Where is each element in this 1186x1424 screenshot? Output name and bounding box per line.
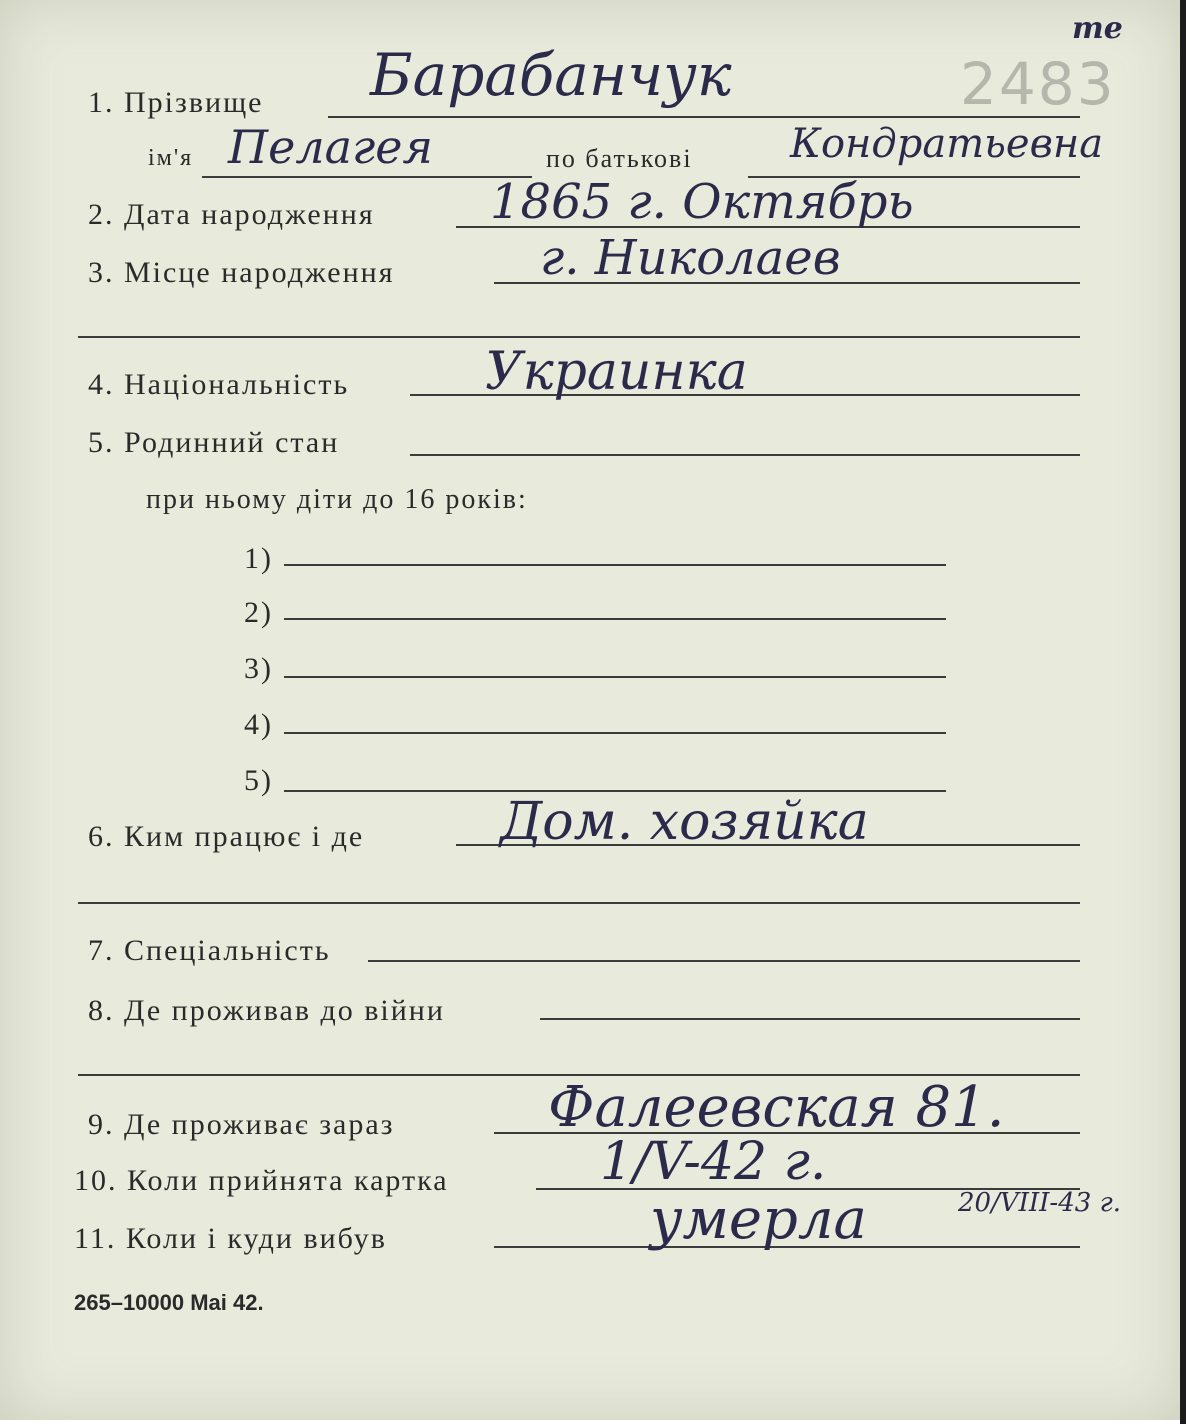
departed-date: 20/VIII-43 г. xyxy=(958,1188,1121,1218)
birth-place-value: г. Николаев xyxy=(540,230,841,286)
corner-mark: те xyxy=(1072,11,1123,46)
child-number: 4) xyxy=(244,708,273,741)
children-heading: при ньому діти до 16 років: xyxy=(146,484,528,515)
first-name-line xyxy=(202,176,532,178)
marital-status-line xyxy=(410,454,1080,456)
marital-status-label: 5. Родинний стан xyxy=(88,426,340,459)
birth-date-label: 2. Дата народження xyxy=(88,198,375,231)
first-name-label: ім'я xyxy=(148,145,194,171)
surname-value: Барабанчук xyxy=(370,41,732,109)
prewar-residence-line xyxy=(540,1018,1080,1020)
print-run-footer: 265–10000 Mai 42. xyxy=(74,1290,264,1315)
specialty-line xyxy=(368,960,1080,962)
birth-place-line-2 xyxy=(78,336,1080,338)
card-accepted-label: 10. Коли прийнята картка xyxy=(74,1164,449,1197)
child-number: 1) xyxy=(244,542,273,575)
departed-value: умерла xyxy=(650,1187,867,1252)
nationality-value: Украинка xyxy=(485,342,748,402)
nationality-label: 4. Національність xyxy=(88,368,350,401)
card-accepted-value: 1/V-42 г. xyxy=(600,1132,827,1192)
child-line xyxy=(284,676,946,678)
surname-label: 1. Прізвище xyxy=(88,86,264,119)
occupation-line-2 xyxy=(78,902,1080,904)
occupation-label: 6. Ким працює і де xyxy=(88,820,365,853)
departed-label: 11. Коли і куди вибув xyxy=(74,1222,387,1255)
child-line xyxy=(284,564,946,566)
child-number: 3) xyxy=(244,652,273,685)
surname-line xyxy=(328,116,1080,118)
child-line xyxy=(284,618,946,620)
birth-date-value: 1865 г. Октябрь xyxy=(490,174,914,230)
specialty-label: 7. Спеціальність xyxy=(88,934,331,967)
patronymic-label: по батькові xyxy=(546,144,693,173)
current-residence-label: 9. Де проживає зараз xyxy=(88,1108,395,1141)
card-edge xyxy=(1180,0,1186,1424)
patronymic-value: Кондратьевна xyxy=(790,121,1104,167)
occupation-value: Дом. хозяйка xyxy=(500,792,869,852)
current-residence-value: Фалеевская 81. xyxy=(548,1075,1005,1140)
first-name-value: Пелагея xyxy=(228,120,433,174)
child-number: 5) xyxy=(244,764,273,797)
stamp-number: 2483 xyxy=(960,50,1116,118)
prewar-residence-label: 8. Де проживав до війни xyxy=(88,994,445,1027)
birth-place-label: 3. Місце народження xyxy=(88,256,395,289)
child-number: 2) xyxy=(244,596,273,629)
child-line xyxy=(284,732,946,734)
